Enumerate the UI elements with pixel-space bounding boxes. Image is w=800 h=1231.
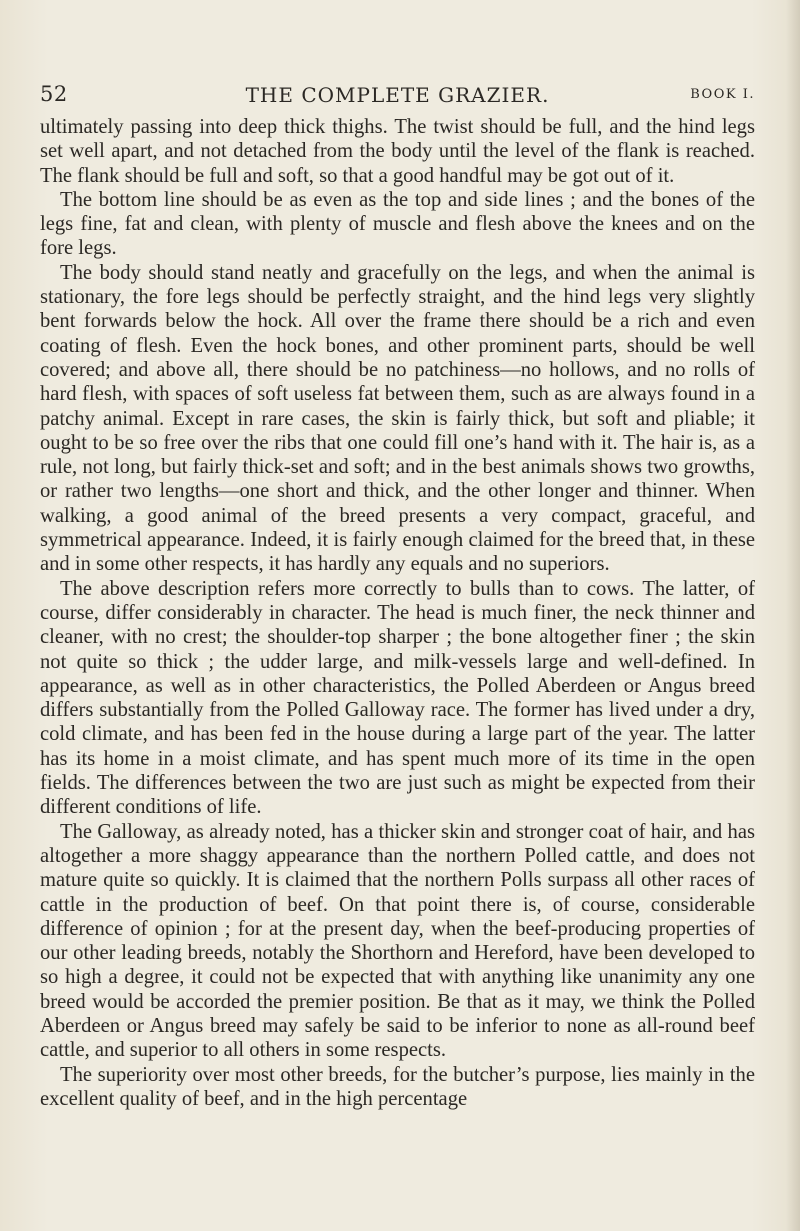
body-text <box>40 115 755 1111</box>
running-title: THE COMPLETE GRAZIER. <box>245 83 550 107</box>
book-label: BOOK I. <box>690 87 755 102</box>
paragraph-superiority: The superiority over most other breeds, for the butcher’s purpose, lies mainly in the excellent quality of beef, and in the high percentage <box>40 1063 755 1110</box>
paragraph-galloway: The Galloway, as already noted, has a thicker skin and stronger coat of hair, and has altogether a more shaggy appearance than the northern Polled cattle, and does not mature quite so quickly. It is claimed that the northern Polls surpass all other races of cattle in the production of beef. On that point there is, of course, considerable difference of opinion ; for at the present day, when the beef-producing properties of our other leading breeds, notably the Shorthorn and Hereford, have been developed to so high a degree, it could not be expected that with anything like unanimity any one breed would be accorded the premier position. Be that as it may, we think the Polled Aberdeen or Angus breed may safely be said to be inferior to none as all-round beef cattle, and superior to all others in some respects. <box>40 820 755 1062</box>
page-number: 52 <box>40 82 68 106</box>
paragraph-continuation: ultimately passing into deep thick thighs. The twist should be full, and the hind legs set well apart, and not detached from the body until the level of the flank is reached. The flank should be full and soft, so that a good handful may be got out of it. <box>40 116 755 187</box>
paragraph-bulls-cows: The above description refers more correctly to bulls than to cows. The latter, of course, differ considerably in character. The head is much finer, the neck thinner and cleaner, with no crest; the shoulder-top sharper ; the bone altogether finer ; the skin not quite so thick ; the udder large, and milk-vessels large and well-defined. In appearance, as well as in other characteristics, the Polled Aberdeen or Angus breed differs substantially from the Polled Galloway race. The former has lived under a dry, cold climate, and has been fed in the house during a large part of the year. The latter has its home in a moist climate, and has spent much more of its time in the open fields. The differences between the two are just such as might be expected from their different conditions of life. <box>40 577 755 819</box>
paragraph-body-stance: The body should stand neatly and gracefully on the legs, and when the animal is stationary, the fore legs should be perfectly straight, and the hind legs very slightly bent forwards below the hock. All over the frame there should be a rich and even coating of flesh. Even the hock bones, and other prominent parts, should be well covered; and above all, there should be no patchiness—no hollows, and no rolls of hard flesh, with spaces of soft useless fat between them, such as are always found in a patchy animal. Except in rare cases, the skin is fairly thick, but soft and pliable; it ought to be so free over the ribs that one could fill one’s hand with it. The hair is, as a rule, not long, but fairly thick-set and soft; and in the best animals shows two growths, or rather two lengths—one short and thick, and the other longer and thinner. When walking, a good animal of the breed presents a very compact, graceful, and symmetrical appearance. Indeed, it is fairly enough claimed for the breed that, in these and in some other respects, it has hardly any equals and no superiors. <box>40 261 755 576</box>
paragraph-bottom-line: The bottom line should be as even as the top and side lines ; and the bones of the legs fine, fat and clean, with plenty of muscle and flesh above the knees and on the fore legs. <box>40 188 755 260</box>
page-header <box>40 82 755 108</box>
page-edge-shadow <box>786 0 800 1231</box>
